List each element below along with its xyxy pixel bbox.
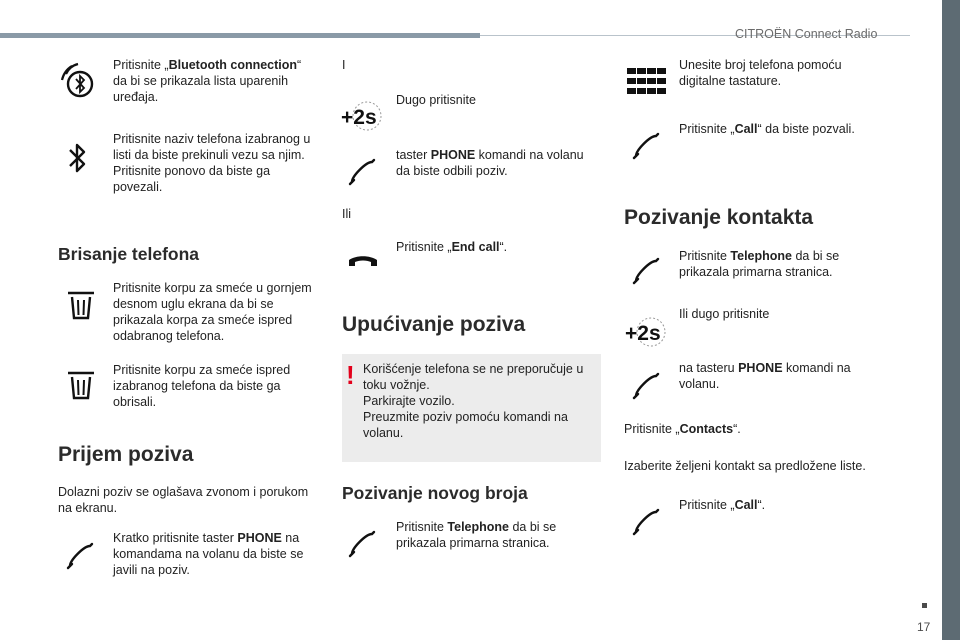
trash-step2-text: Pritisnite korpu za smeće ispred izabranog telefona da biste ga obrisali.	[113, 363, 291, 409]
trash-icon	[66, 370, 96, 400]
phone-key-text: taster PHONE komandi na volanu da biste odbili poziv.	[396, 148, 584, 178]
receive-call-heading: Prijem poziva	[58, 443, 194, 466]
phone-key-text-2: na tasteru PHONE komandi na volanu.	[679, 361, 851, 391]
long-press-text: Dugo pritisnite	[396, 93, 476, 107]
warning-icon: !	[346, 360, 355, 390]
choose-contact-text: Izaberite željeni kontakt sa predložene liste.	[624, 459, 866, 473]
bt-connection-text: Pritisnite „Bluetooth connection“ da bi se prikazala lista uparenih uređaja.	[113, 58, 302, 104]
phone-handset-icon	[630, 506, 662, 538]
plus-2s-label: +2s	[341, 106, 377, 129]
contacts-press-text: Pritisnite „Contacts“.	[624, 422, 741, 436]
header-rule	[0, 33, 480, 38]
call-press-text: Pritisnite „Call“ da biste pozvali.	[679, 122, 855, 136]
phone-handset-icon	[346, 528, 378, 560]
or-text: I	[342, 58, 346, 72]
phone-handset-icon	[346, 156, 378, 188]
long-press-2s-icon	[624, 314, 668, 350]
long-press-text-2: Ili dugo pritisnite	[679, 307, 770, 321]
phone-handset-icon	[64, 540, 96, 572]
long-press-2s-icon	[340, 98, 384, 134]
bluetooth-connection-icon	[58, 60, 102, 104]
continue-marker	[922, 603, 927, 608]
telephone-press-text-2: Pritisnite Telephone da bi se prikazala primarna stranica.	[679, 249, 840, 279]
delete-phone-heading: Brisanje telefona	[58, 244, 200, 264]
keypad-text: Unesite broj telefona pomoću digitalne tastature.	[679, 58, 842, 88]
side-tab	[942, 0, 960, 640]
page-number: 17	[917, 620, 931, 634]
warning-line-2: Parkirajte vozilo.	[363, 394, 455, 408]
end-call-text: Pritisnite „End call“.	[396, 240, 508, 254]
keypad-icon	[627, 68, 667, 94]
phone-handset-icon	[630, 130, 662, 162]
plus-2s-label: +2s	[625, 322, 661, 345]
warning-line-3: Preuzmite poziv pomoću komandi na volanu.	[363, 410, 568, 440]
short-press-text: Kratko pritisnite taster PHONE na komandama na volanu da biste se javili na poziv.	[113, 531, 304, 577]
telephone-press-text: Pritisnite Telephone da bi se prikazala primarna stranica.	[396, 520, 557, 550]
end-call-icon	[346, 254, 380, 270]
make-call-heading: Upućivanje poziva	[342, 313, 526, 336]
phone-handset-icon	[630, 255, 662, 287]
new-number-heading: Pozivanje novog broja	[342, 483, 528, 503]
call-press-text-2: Pritisnite „Call“.	[679, 498, 766, 512]
warning-text	[363, 361, 595, 441]
or-text-2: Ili	[342, 207, 352, 221]
phone-handset-icon	[630, 370, 662, 402]
warning-line-1: Korišćenje telefona se ne preporučuje u toku vožnje.	[363, 362, 584, 392]
trash-step1-text: Pritisnite korpu za smeće u gornjem desnom uglu ekrana da bi se prikazala korpa za smeće ispred odabranog telefona.	[113, 281, 312, 343]
bluetooth-icon	[66, 140, 90, 176]
incoming-call-text: Dolazni poziv se oglašava zvonom i porukom na ekranu.	[58, 485, 309, 515]
trash-icon	[66, 290, 96, 320]
disconnect-text: Pritisnite naziv telefona izabranog u listi da biste prekinuli vezu sa njim. Pritisnite ponovo da biste ga povezali.	[113, 132, 311, 194]
call-contact-heading: Pozivanje kontakta	[624, 206, 814, 229]
page-header-title: CITROËN Connect Radio	[735, 27, 878, 41]
